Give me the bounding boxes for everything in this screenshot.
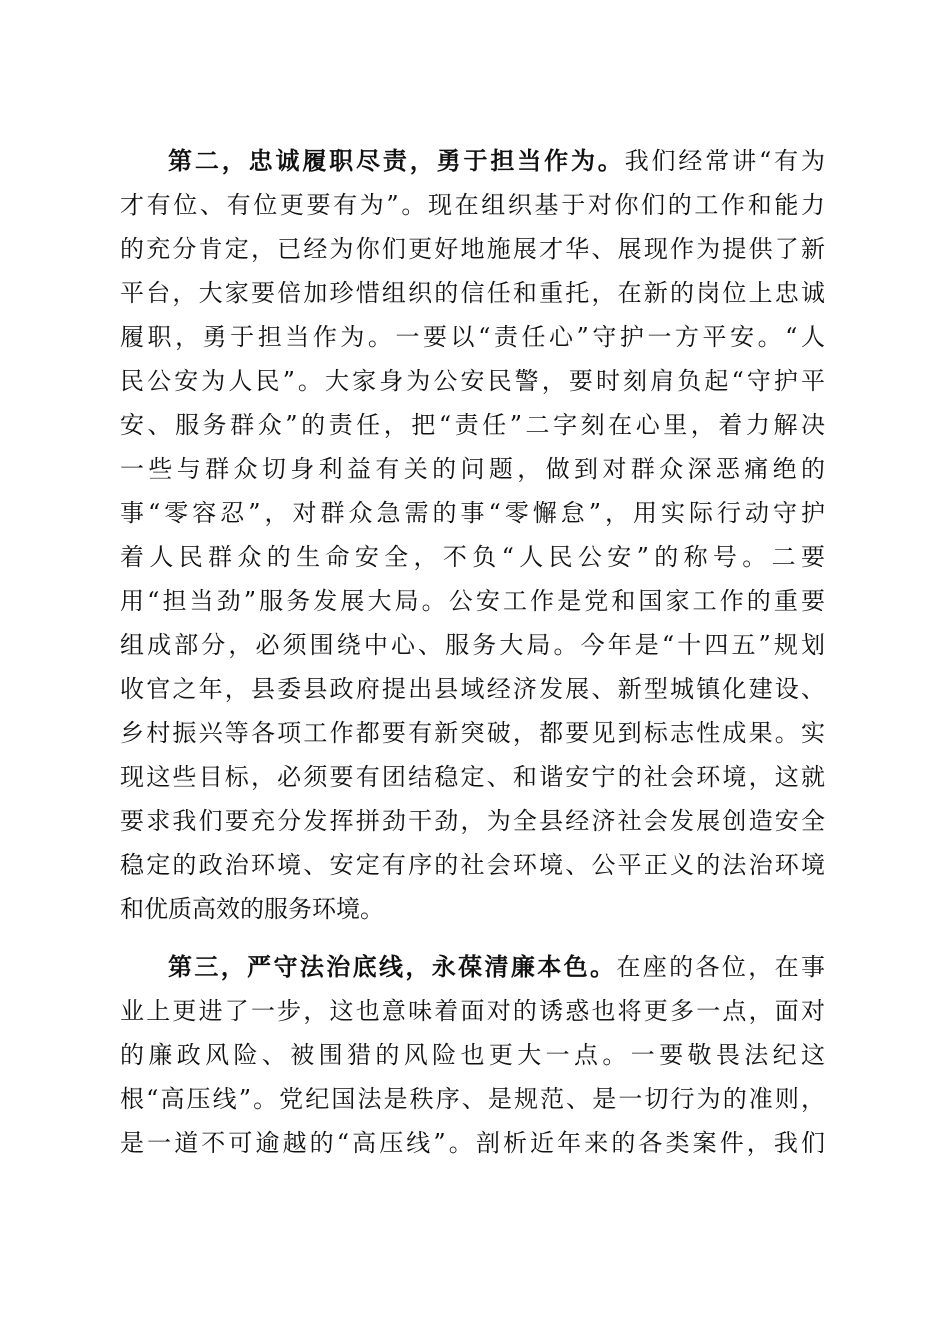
paragraph-2-line-17: 稳定的政治环境、安定有序的社会环境、公平正义的法治环境	[120, 851, 825, 879]
paragraph-2-line-1	[168, 140, 825, 182]
paragraph-2-line-10: 着人民群众的生命安全，不负“人民公安”的称号。二要	[120, 543, 825, 571]
paragraph-2-line-7: 安、服务群众”的责任，把“责任”二字刻在心里，着力解决	[120, 411, 825, 439]
paragraph-2-line-14: 乡村振兴等各项工作都要有新突破，都要见到标志性成果。实	[120, 719, 825, 747]
paragraph-2-line-5: 履职，勇于担当作为。一要以“责任心”守护一方平安。“人	[120, 323, 825, 351]
paragraph-2-line-11: 用“担当劲”服务发展大局。公安工作是党和国家工作的重要	[120, 587, 825, 615]
paragraph-2-line-3: 的充分肯定，已经为你们更好地施展才华、展现作为提供了新	[120, 235, 825, 263]
paragraph-2-line-4: 平台，大家要倍加珍惜组织的信任和重托，在新的岗位上忠诚	[120, 279, 825, 307]
paragraph-2-line-13: 收官之年，县委县政府提出县域经济发展、新型城镇化建设、	[120, 675, 825, 703]
paragraph-3-line-4: 根“高压线”。党纪国法是秩序、是规范、是一切行为的准则，	[120, 1085, 825, 1113]
paragraph-2-heading: 第二，忠诚履职尽责，勇于担当作为。	[168, 146, 625, 175]
paragraph-2-line-6: 民公安为人民”。大家身为公安民警，要时刻肩负起“守护平	[120, 367, 825, 395]
paragraph-2-line-15: 现这些目标，必须要有团结稳定、和谐安宁的社会环境，这就	[120, 763, 825, 791]
paragraph-2-line-18: 和优质高效的服务环境。	[120, 895, 384, 923]
paragraph-3-heading: 第三，严守法治底线，永葆清廉本色。	[168, 952, 617, 981]
paragraph-2-line-8: 一些与群众切身利益有关的问题，做到对群众深恶痛绝的	[120, 455, 825, 483]
paragraph-3-line-1-text: 在座的各位，在事	[616, 953, 825, 981]
paragraph-3-line-5: 是一道不可逾越的“高压线”。剖析近年来的各类案件，我们	[120, 1129, 825, 1157]
paragraph-2-line-1-text: 我们经常讲“有为	[624, 147, 825, 175]
paragraph-2-line-16: 要求我们要充分发挥拼劲干劲，为全县经济社会发展创造安全	[120, 807, 825, 835]
paragraph-3-line-1	[168, 946, 825, 988]
paragraph-3-line-2: 业上更进了一步，这也意味着面对的诱惑也将更多一点，面对	[120, 997, 825, 1025]
paragraph-3-line-3: 的廉政风险、被围猎的风险也更大一点。一要敬畏法纪这	[120, 1041, 825, 1069]
paragraph-2-line-2: 才有位、有位更要有为”。现在组织基于对你们的工作和能力	[120, 191, 825, 219]
paragraph-2-line-9: 事“零容忍”，对群众急需的事“零懈怠”，用实际行动守护	[120, 499, 825, 527]
paragraph-2-line-12: 组成部分，必须围绕中心、服务大局。今年是“十四五”规划	[120, 631, 825, 659]
